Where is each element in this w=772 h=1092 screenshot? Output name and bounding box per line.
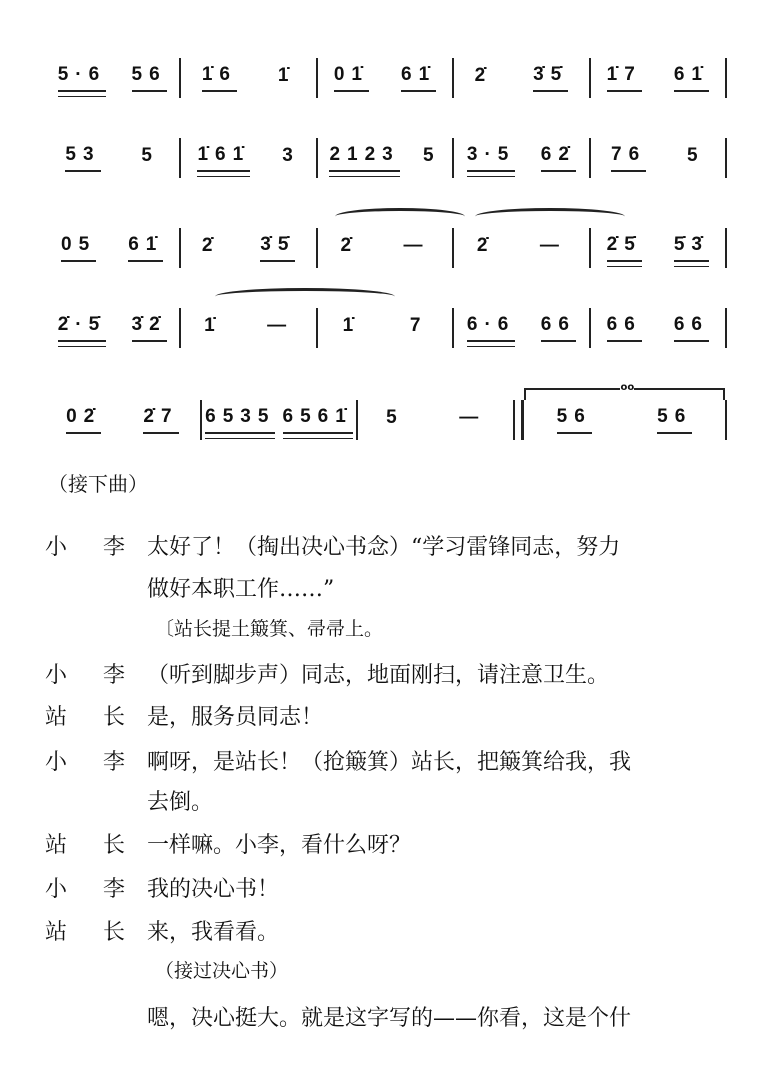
- note-group: 2̇: [340, 235, 359, 256]
- score-row: [45, 48, 727, 108]
- speaker-char: 李: [102, 877, 125, 902]
- measure: [318, 298, 452, 358]
- measure: [591, 48, 725, 108]
- speaker-char: 李: [102, 750, 125, 775]
- note-group: 3·5: [467, 144, 515, 172]
- note-group: 01̇: [334, 64, 369, 92]
- note-group: 3̇5̇: [533, 64, 568, 92]
- measure: [454, 128, 588, 188]
- speaker-name: [45, 828, 125, 859]
- note-group: 76: [611, 144, 646, 172]
- measure: [181, 48, 315, 108]
- speaker-name: [45, 915, 125, 946]
- note-group: 1̇6: [202, 64, 237, 92]
- speaker-name: [45, 700, 125, 731]
- measure: [318, 128, 452, 188]
- score-row: [45, 382, 727, 450]
- dialogue-line: 去倒。: [147, 790, 214, 815]
- note-group: 5: [141, 145, 159, 166]
- barline: [725, 58, 727, 98]
- measure: [318, 218, 452, 278]
- measure: [454, 298, 588, 358]
- note-group: 7: [409, 315, 428, 336]
- measure: [358, 390, 513, 450]
- note-group: 56: [132, 64, 167, 92]
- note-group: 2̇7: [143, 406, 178, 434]
- note-group: 61̇: [401, 64, 436, 92]
- note-group: 5: [422, 145, 441, 166]
- dialogue-line: 太好了！（掏出决心书念）“学习雷锋同志，努力: [147, 535, 621, 560]
- dialogue-line: 是，服务员同志！: [147, 705, 324, 730]
- note-group: 5: [386, 407, 404, 428]
- speaker-char: 小: [45, 663, 68, 688]
- measure: [454, 48, 588, 108]
- note-group: 6535: [205, 406, 275, 434]
- barline: [725, 400, 727, 440]
- speaker-name: [45, 745, 125, 776]
- barline: [725, 228, 727, 268]
- speaker-char: 站: [45, 920, 68, 945]
- measure: [45, 390, 200, 450]
- slur: [475, 208, 625, 225]
- stage-direction: 〔站长提土簸箕、帚帚上。: [155, 618, 384, 640]
- note-group: 3̇2̇: [132, 314, 167, 342]
- speaker-char: 长: [102, 833, 125, 858]
- note-group: 6561̇: [283, 406, 353, 434]
- speaker-char: 小: [45, 750, 68, 775]
- speaker-char: 长: [102, 705, 125, 730]
- note-group: 61̇: [674, 64, 709, 92]
- measure: [591, 128, 725, 188]
- slur: [215, 288, 395, 305]
- note-group: 56: [657, 406, 692, 434]
- note-group: 2̇: [474, 65, 493, 86]
- note-group: —: [459, 407, 486, 428]
- barline: [725, 308, 727, 348]
- note-group: 2123: [329, 144, 399, 172]
- note-group: 3: [282, 145, 300, 166]
- note-group: 2̇: [201, 235, 220, 256]
- double-barline: [513, 400, 524, 440]
- stage-direction: 嗯，决心挺大。就是这字写的——你看，这是个什: [147, 1006, 632, 1031]
- stage-direction: （接过决心书）: [155, 960, 289, 982]
- note-group: 2̇: [476, 235, 495, 256]
- note-group: 66: [541, 314, 576, 342]
- measure: [45, 298, 179, 358]
- dialogue-line: 啊呀，是站长！（抢簸箕）站长，把簸箕给我，我: [147, 750, 632, 775]
- note-group: 1̇61̇: [197, 144, 250, 172]
- speaker-char: 站: [45, 833, 68, 858]
- measure: [181, 218, 315, 278]
- speaker-char: 小: [45, 535, 68, 560]
- note-group: 1̇7: [607, 64, 642, 92]
- dialogue-line: 来，我看看。: [147, 920, 280, 945]
- note-group: 5̇3̇: [674, 234, 709, 262]
- note-group: 5·6: [58, 64, 106, 92]
- note-group: 1̇: [342, 315, 361, 336]
- measure: [45, 128, 179, 188]
- speaker-char: 长: [102, 920, 125, 945]
- speaker-name: [45, 658, 125, 689]
- measure: [45, 48, 179, 108]
- note-group: 2̇5̇: [607, 234, 642, 262]
- slur: [335, 208, 465, 225]
- dialogue-line: （听到脚步声）同志，地面刚扫，请注意卫生。: [147, 663, 610, 688]
- note-group: 1̇: [277, 65, 296, 86]
- speaker-char: 小: [45, 877, 68, 902]
- note-group: —: [539, 235, 566, 256]
- note-group: —: [267, 315, 294, 336]
- measure: [454, 218, 588, 278]
- measure: [591, 218, 725, 278]
- note-group: 3̇5̇: [260, 234, 295, 262]
- note-group: 66: [607, 314, 642, 342]
- dialogue-line: 做好本职工作……”: [147, 577, 335, 602]
- note-group: 6·6: [467, 314, 515, 342]
- measure: [45, 218, 179, 278]
- note-group: 62̇: [541, 144, 576, 172]
- score-row: [45, 218, 727, 278]
- note-group: 66: [674, 314, 709, 342]
- dialogue-line: 我的决心书！: [147, 877, 280, 902]
- speaker-name: [45, 530, 125, 561]
- speaker-char: 李: [102, 663, 125, 688]
- ending-mark: oo: [620, 382, 635, 393]
- note-group: 53: [65, 144, 100, 172]
- dialogue-line: 一样嘛。小李，看什么呀？: [147, 833, 412, 858]
- measure: [591, 298, 725, 358]
- speaker-name: [45, 872, 125, 903]
- measure: [202, 390, 357, 450]
- score-row: [45, 128, 727, 188]
- measure: [181, 298, 315, 358]
- next-tune-note: （接下曲）: [48, 472, 148, 496]
- note-group: 1̇: [204, 315, 222, 336]
- measure: [181, 128, 315, 188]
- speaker-char: 站: [45, 705, 68, 730]
- note-group: 61̇: [128, 234, 163, 262]
- note-group: 2̇·5̇: [58, 314, 106, 342]
- note-group: 5: [687, 145, 705, 166]
- note-group: —: [403, 235, 430, 256]
- measure: [524, 382, 725, 450]
- barline: [725, 138, 727, 178]
- measure: [318, 48, 452, 108]
- note-group: 05: [61, 234, 96, 262]
- note-group: 56: [557, 406, 592, 434]
- note-group: 02̇: [66, 406, 101, 434]
- score-row: [45, 298, 727, 358]
- speaker-char: 李: [102, 535, 125, 560]
